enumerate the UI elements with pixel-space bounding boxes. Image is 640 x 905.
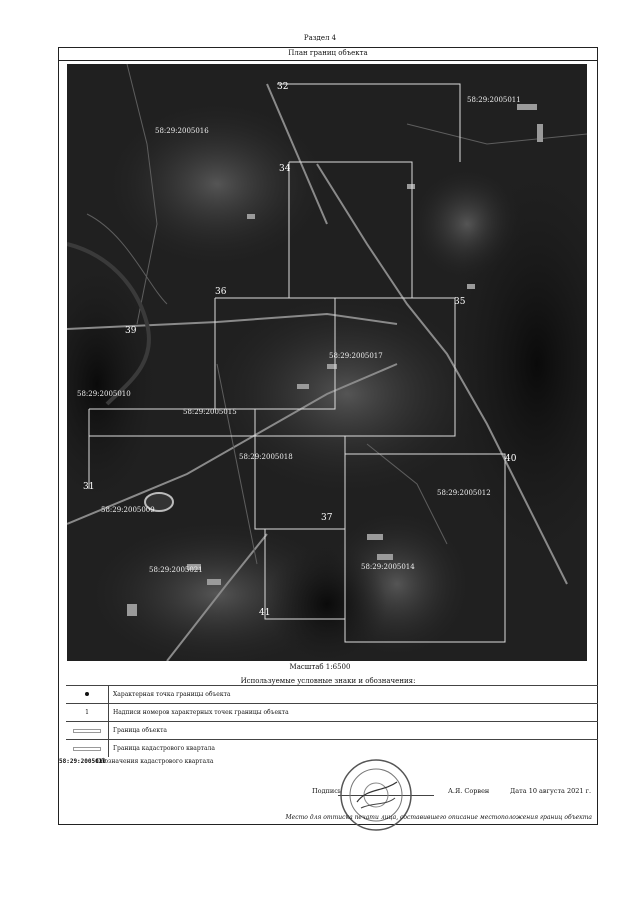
map-svg [67, 64, 587, 661]
legend-text: Граница кадастрового квартала [109, 740, 599, 758]
section-label: Раздел 4 [303, 34, 337, 42]
quarter-label: 58:29:2005012 [437, 489, 491, 497]
point-label: 36 [215, 287, 227, 297]
quarter-label: 58:29:2005010 [77, 390, 131, 398]
stamp-footnote: Место для оттиска печати лица, составившего описание местоположения границ объекта [285, 814, 592, 821]
legend-table [66, 685, 598, 757]
quarter-legend-desc: Обозначения кадастрового квартала [96, 758, 214, 765]
legend-row [66, 686, 598, 704]
quarter-label: 58:29:2005015 [183, 408, 237, 416]
legend-text: Надписи номеров характерных точек границы объекта [109, 704, 599, 722]
point-label: 40 [505, 454, 517, 464]
point-dot-icon [85, 692, 89, 696]
quarter-boundary-icon [73, 747, 101, 751]
signature-name: А.Я. Сорвен [448, 787, 490, 795]
legend-symbol [66, 704, 109, 722]
point-label: 39 [125, 326, 137, 336]
plan-title: План границ объекта [58, 47, 598, 61]
legend-title: Используемые условные знаки и обозначения: [240, 677, 416, 685]
quarter-label: 58:29:2005017 [329, 352, 383, 360]
legend-row [66, 722, 598, 740]
point-label: 41 [259, 608, 271, 618]
point-label: 37 [321, 513, 333, 523]
legend-symbol [66, 722, 109, 740]
signature-date: Дата 10 августа 2021 г. [510, 787, 592, 795]
quarter-label: 58:29:2005018 [239, 453, 293, 461]
legend-symbol [66, 740, 109, 758]
quarter-label: 58:29:2005014 [361, 563, 415, 571]
satellite-map [67, 64, 587, 661]
point-label: 34 [279, 164, 291, 174]
quarter-label: 58:29:2005016 [155, 127, 209, 135]
point-label: 35 [454, 297, 466, 307]
object-boundary-icon [73, 729, 101, 733]
quarter-legend-code: 58:29:2005010 [59, 758, 106, 765]
map-scale: Масштаб 1:6500 [289, 663, 351, 671]
signature-label: Подпись [312, 787, 342, 795]
quarter-label: 58:29:2005011 [467, 96, 521, 104]
legend-row [66, 704, 598, 722]
legend-symbol [66, 686, 109, 704]
point-label: 31 [83, 482, 95, 492]
quarter-label: 58:29:2005009 [101, 506, 155, 514]
legend-row [66, 740, 598, 758]
legend-text: Характерная точка границы объекта [109, 686, 599, 704]
point-label: 32 [277, 82, 289, 92]
legend-text: Граница объекта [109, 722, 599, 740]
point-number-icon: 1 [85, 709, 89, 716]
quarter-label: 58:29:2005021 [149, 566, 203, 574]
